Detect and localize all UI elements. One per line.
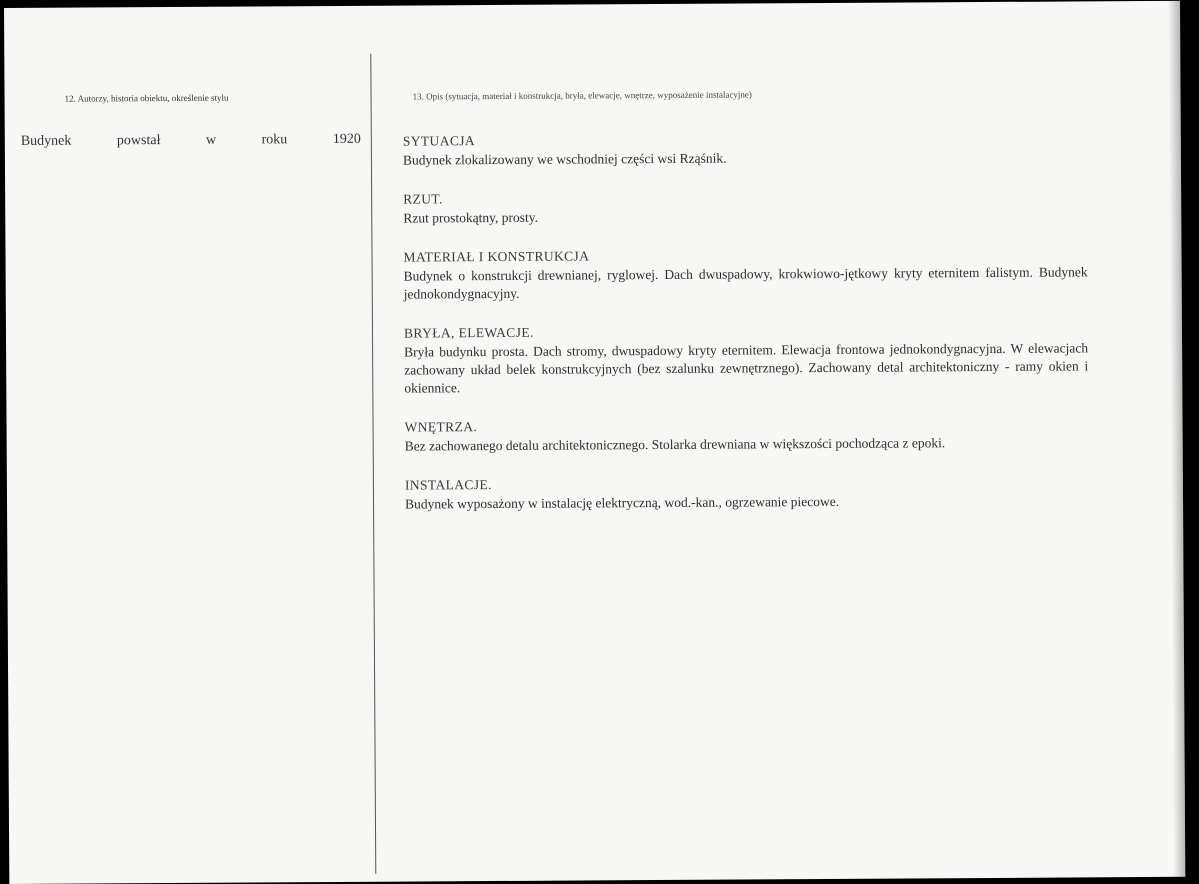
left-word: powstał xyxy=(116,133,161,149)
column-divider xyxy=(370,54,376,874)
section-instalacje xyxy=(405,473,1089,513)
section-heading: MATERIAŁ I KONSTRUKCJA xyxy=(403,248,590,265)
left-column-label: 12. Autorzy, historia obiektu, określenie stylu xyxy=(64,92,229,104)
section-rzut xyxy=(403,187,1087,227)
left-column-text xyxy=(21,132,361,150)
section-text: Bez zachowanego detalu architektonicznego. Stolarka drewniana w większości pochodząca z epoki. xyxy=(404,435,946,454)
section-text: Rzut prostokątny, prosty. xyxy=(403,209,539,226)
page-edge-shadow xyxy=(1168,1,1185,877)
section-text: Budynek zlokalizowany we wschodniej części wsi Rząśnik. xyxy=(402,150,727,168)
section-wnetrza xyxy=(405,415,1089,455)
section-heading: SYTUACJA xyxy=(402,133,476,149)
section-text: Bryła budynku prosta. Dach stromy, dwuspadowy kryty eternitem. Elewacja frontowa jednokondygnacyjna. W elewacjach zachowany układ belek konstrukcyjnych (bez szalunku zewnętrznego). Zachowany detal architektoniczny - ramy okien i okiennice. xyxy=(404,340,1089,396)
section-heading: RZUT. xyxy=(403,191,443,207)
section-bryla xyxy=(404,321,1088,397)
section-material xyxy=(403,245,1087,303)
section-heading: INSTALACJE. xyxy=(404,477,492,493)
right-column-label: 13. Opis (sytuacja, materiał i konstrukcja, bryła, elewacje, wnętrze, wyposażenie instalacyjne) xyxy=(412,89,752,102)
left-word: roku xyxy=(261,132,288,148)
left-word: Budynek xyxy=(20,133,72,149)
section-heading: BRYŁA, ELEWACJE. xyxy=(403,324,534,341)
description-sections xyxy=(403,129,1089,535)
left-word: w xyxy=(205,132,217,148)
left-word: 1920 xyxy=(332,131,361,147)
section-text: Budynek o konstrukcji drewnianej, ryglowej. Dach dwuspadowy, krokwiowo-jętkowy kryty eternitem falistym. Budynek jednokondygnacyjny. xyxy=(403,264,1088,302)
section-text: Budynek wyposażony w instalację elektryczną, wod.-kan., ogrzewanie piecowe. xyxy=(404,493,840,512)
section-sytuacja xyxy=(403,129,1087,169)
document-sheet xyxy=(4,1,1185,884)
section-heading: WNĘTRZA. xyxy=(404,419,478,435)
